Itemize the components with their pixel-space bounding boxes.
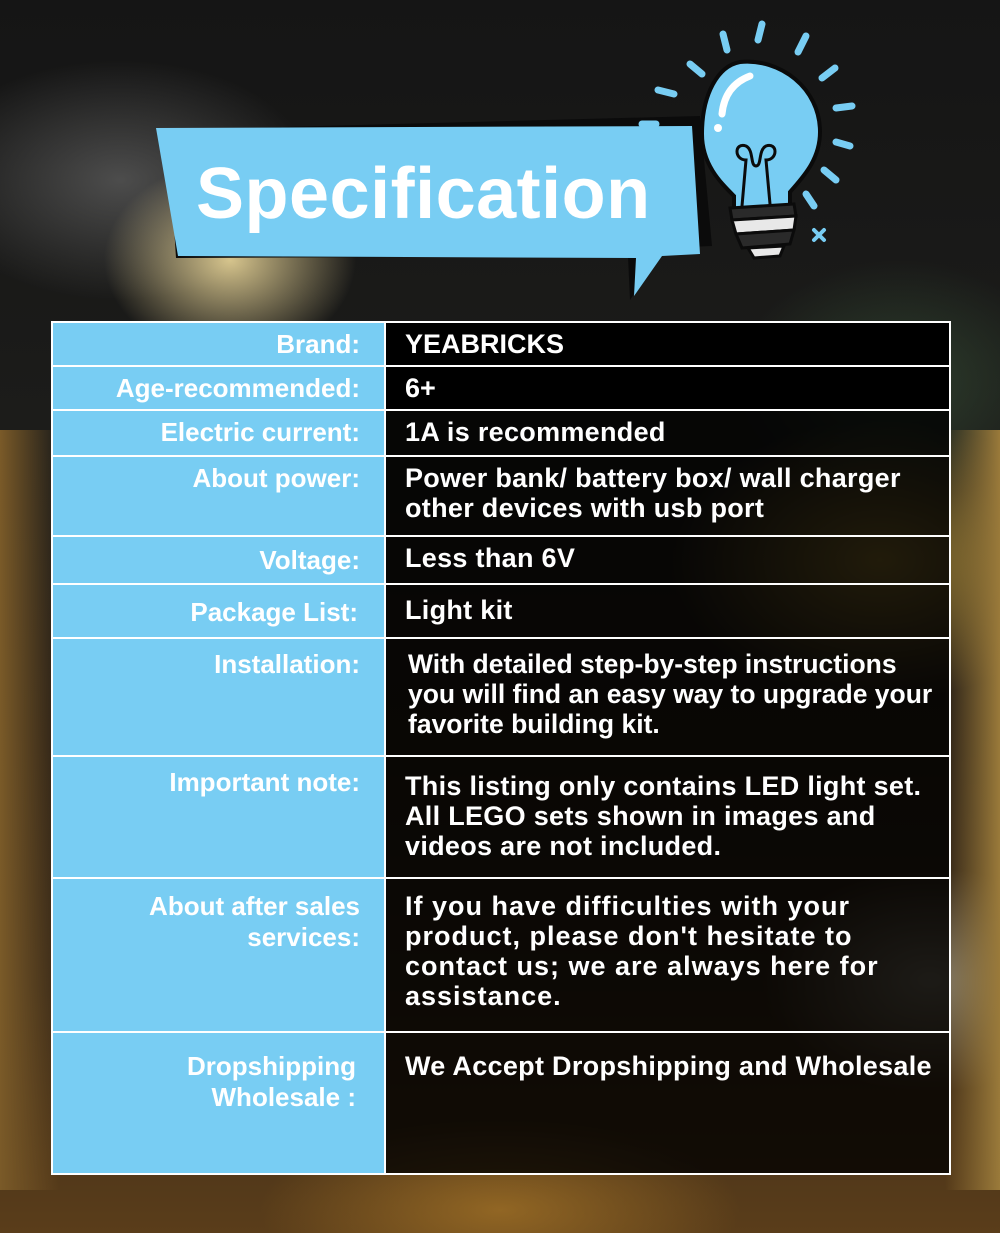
table-row — [52, 878, 950, 1032]
table-row — [52, 410, 950, 456]
table-row — [52, 366, 950, 410]
specification-banner — [0, 0, 1000, 310]
row-value: We Accept Dropshipping and Wholesale — [385, 1032, 950, 1174]
table-row — [52, 756, 950, 878]
row-label: Electric current: — [52, 410, 385, 456]
row-value: This listing only contains LED light set. All LEGO sets shown in images and videos are not included. — [385, 756, 950, 878]
row-label: Package List: — [52, 584, 385, 638]
table-row — [52, 456, 950, 536]
row-value: With detailed step-by-step instructions you will find an easy way to upgrade your favorite building kit. — [385, 638, 950, 756]
row-value: 6+ — [385, 366, 950, 410]
specification-table — [51, 321, 951, 1175]
table-row — [52, 584, 950, 638]
page-title: Specification — [196, 154, 651, 234]
row-label: Installation: — [52, 638, 385, 756]
row-label: Brand: — [52, 322, 385, 366]
row-label: About after sales services: — [52, 878, 385, 1032]
row-value: YEABRICKS — [385, 322, 950, 366]
table-row — [52, 638, 950, 756]
row-label: Voltage: — [52, 536, 385, 584]
table-row — [52, 536, 950, 584]
background-glow-right — [945, 430, 1000, 1190]
row-value: 1A is recommended — [385, 410, 950, 456]
row-label: Important note: — [52, 756, 385, 878]
row-value: If you have difficulties with your product, please don't hesitate to contact us; we are always here for assistance. — [385, 878, 950, 1032]
row-label: Dropshipping Wholesale : — [52, 1032, 385, 1174]
table-row — [52, 1032, 950, 1174]
lightbulb-icon — [630, 10, 870, 270]
row-label: Age-recommended: — [52, 366, 385, 410]
row-value: Light kit — [385, 584, 950, 638]
table-row — [52, 322, 950, 366]
row-value: Power bank/ battery box/ wall charger other devices with usb port — [385, 456, 950, 536]
row-label: About power: — [52, 456, 385, 536]
row-value: Less than 6V — [385, 536, 950, 584]
